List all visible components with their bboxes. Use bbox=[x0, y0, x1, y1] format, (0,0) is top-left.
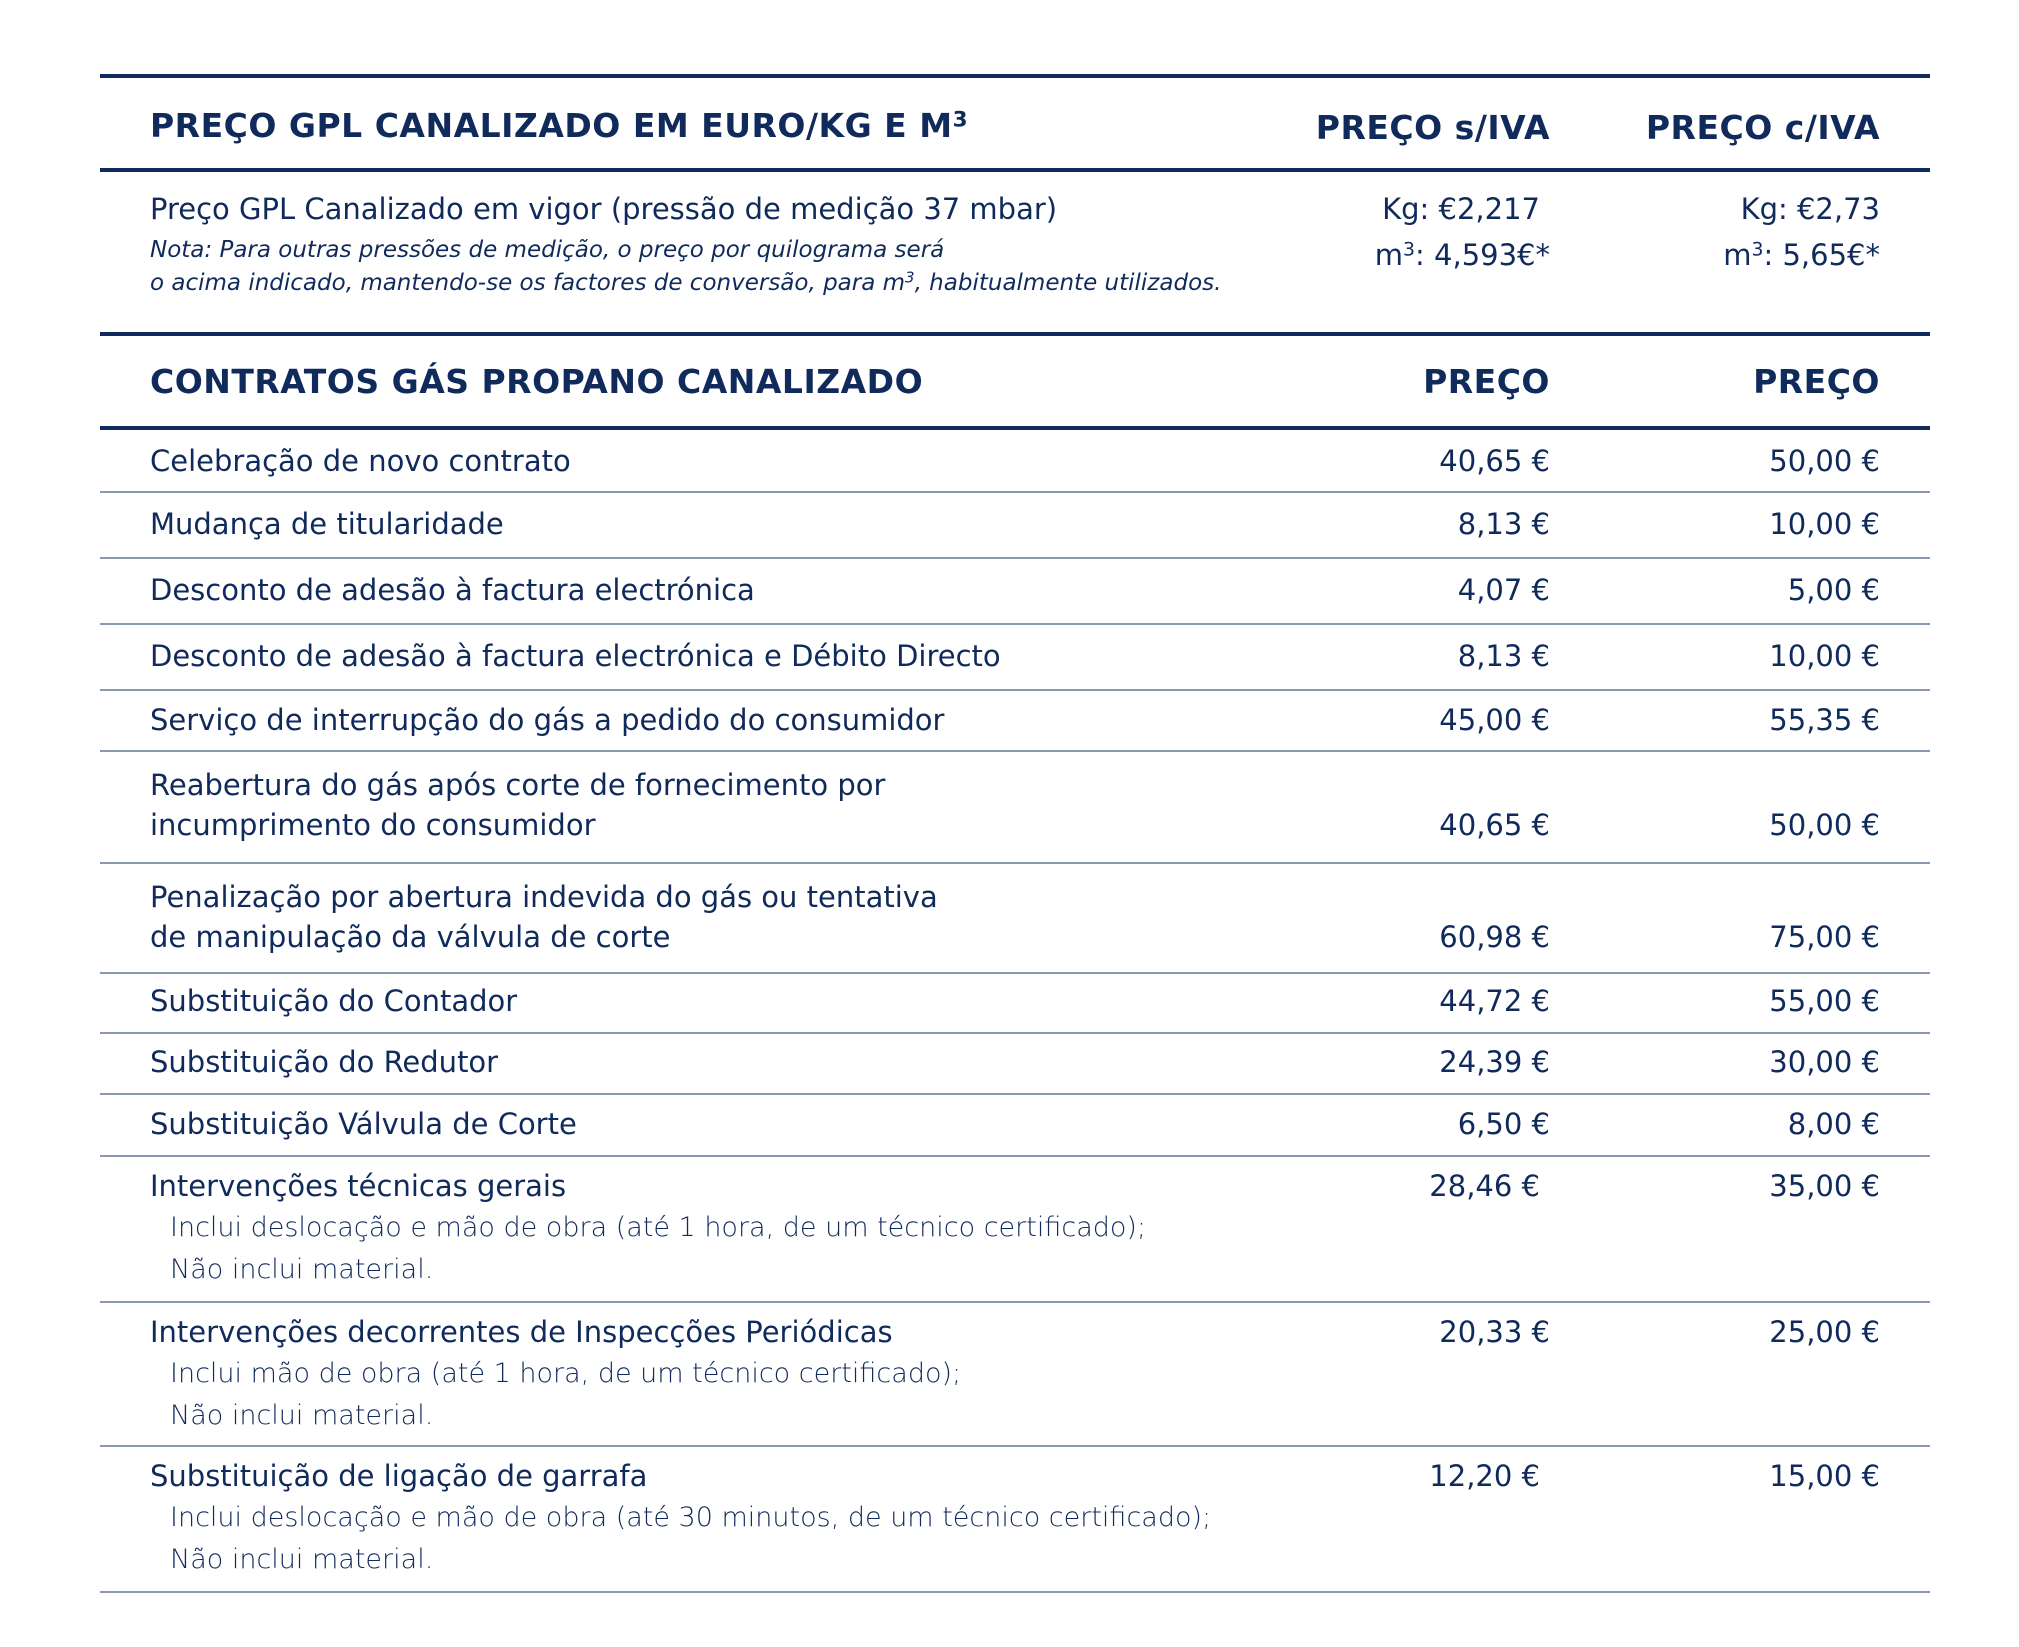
row-price-vat: 5,00 € bbox=[1787, 573, 1880, 607]
row-price-no-vat: 40,65 € bbox=[1439, 444, 1550, 478]
section2-title: CONTRATOS GÁS PROPANO CANALIZADO bbox=[150, 362, 924, 401]
row-label: Celebração de novo contrato bbox=[150, 444, 571, 478]
row-price-no-vat: 12,20 € bbox=[1429, 1459, 1540, 1493]
table-row bbox=[100, 1303, 1930, 1445]
row-price-no-vat: 8,13 € bbox=[1457, 639, 1550, 673]
row-label-line1: Penalização por abertura indevida do gás ou tentativa bbox=[150, 880, 938, 914]
row-label: Desconto de adesão à factura electrónica e Débito Directo bbox=[150, 639, 1001, 673]
row-price-no-vat: 4,07 € bbox=[1457, 573, 1550, 607]
bottom-rule bbox=[100, 1591, 1930, 1593]
row-detail-line1: Inclui deslocação e mão de obra (até 1 hora, de um técnico certificado); bbox=[170, 1212, 1147, 1243]
row-price-vat: 8,00 € bbox=[1787, 1107, 1880, 1141]
row-price-vat: 25,00 € bbox=[1769, 1315, 1880, 1349]
row-label: Serviço de interrupção do gás a pedido do consumidor bbox=[150, 703, 945, 737]
row-price-vat: 10,00 € bbox=[1769, 639, 1880, 673]
gpl-price-m3-vat: $m^3$: 5,65€* bbox=[1723, 238, 1880, 272]
gpl-price-note-line2: o acima indicado, mantendo-se os factores de conversão, para $m^3$, habitualmente utilizados. bbox=[150, 268, 1222, 296]
table-row bbox=[100, 559, 1930, 623]
section1-title: PREÇO GPL CANALIZADO EM EURO/KG E $M^3$ bbox=[150, 106, 968, 145]
row-price-no-vat: 24,39 € bbox=[1439, 1045, 1550, 1079]
section1-col-price-vat: PREÇO c/IVA bbox=[1645, 108, 1880, 147]
section2-header bbox=[100, 336, 1930, 426]
row-price-no-vat: 6,50 € bbox=[1457, 1107, 1550, 1141]
row-label-line2: incumprimento do consumidor bbox=[150, 808, 596, 842]
row-label-line2: de manipulação da válvula de corte bbox=[150, 920, 671, 954]
row-price-vat: 50,00 € bbox=[1769, 808, 1880, 842]
row-price-no-vat: 60,98 € bbox=[1439, 920, 1550, 954]
table-row bbox=[100, 1034, 1930, 1093]
gpl-price-kg-no-vat: Kg: €2,217 bbox=[1382, 192, 1540, 226]
table-row bbox=[100, 1095, 1930, 1155]
table-row bbox=[100, 864, 1930, 972]
row-label: Desconto de adesão à factura electrónica bbox=[150, 573, 755, 607]
row-price-vat: 10,00 € bbox=[1769, 507, 1880, 541]
table-row bbox=[100, 1157, 1930, 1301]
row-label: Mudança de titularidade bbox=[150, 507, 504, 541]
row-price-vat: 50,00 € bbox=[1769, 444, 1880, 478]
row-price-vat: 55,00 € bbox=[1769, 984, 1880, 1018]
row-label: Substituição do Contador bbox=[150, 984, 518, 1018]
row-price-no-vat: 40,65 € bbox=[1439, 808, 1550, 842]
row-label: Intervenções decorrentes de Inspecções Periódicas bbox=[150, 1315, 893, 1349]
gpl-price-note-line1: Nota: Para outras pressões de medição, o preço por quilograma será bbox=[150, 237, 945, 263]
row-label: Substituição de ligação de garrafa bbox=[150, 1459, 648, 1493]
row-detail-line1: Inclui mão de obra (até 1 hora, de um técnico certificado); bbox=[170, 1358, 962, 1389]
table-row bbox=[100, 1447, 1930, 1591]
gpl-price-m3-no-vat: $m^3$: 4,593€* bbox=[1374, 238, 1550, 272]
row-detail-line2: Não inclui material. bbox=[170, 1544, 434, 1575]
section1-header bbox=[100, 78, 1930, 168]
row-price-no-vat: 20,33 € bbox=[1439, 1315, 1550, 1349]
gpl-price-row bbox=[100, 172, 1930, 332]
row-price-vat: 35,00 € bbox=[1769, 1169, 1880, 1203]
table-row bbox=[100, 625, 1930, 689]
table-row bbox=[100, 493, 1930, 557]
row-label-line1: Reabertura do gás após corte de fornecimento por bbox=[150, 768, 886, 802]
row-price-no-vat: 45,00 € bbox=[1439, 703, 1550, 737]
row-detail-line2: Não inclui material. bbox=[170, 1254, 434, 1285]
row-detail-line1: Inclui deslocação e mão de obra (até 30 minutos, de um técnico certificado); bbox=[170, 1502, 1212, 1533]
gpl-price-kg-vat: Kg: €2,73 bbox=[1740, 192, 1880, 226]
row-price-vat: 30,00 € bbox=[1769, 1045, 1880, 1079]
section2-col-price-vat: PREÇO bbox=[1753, 362, 1880, 401]
row-price-vat: 55,35 € bbox=[1769, 703, 1880, 737]
row-price-no-vat: 8,13 € bbox=[1457, 507, 1550, 541]
section1-col-price-no-vat: PREÇO s/IVA bbox=[1315, 108, 1550, 147]
row-price-no-vat: 28,46 € bbox=[1429, 1169, 1540, 1203]
row-label: Substituição Válvula de Corte bbox=[150, 1107, 577, 1141]
table-row bbox=[100, 691, 1930, 750]
table-row bbox=[100, 430, 1930, 491]
row-price-no-vat: 44,72 € bbox=[1439, 984, 1550, 1018]
row-price-vat: 75,00 € bbox=[1769, 920, 1880, 954]
table-row bbox=[100, 974, 1930, 1032]
price-table bbox=[100, 74, 1930, 1593]
row-label: Substituição do Redutor bbox=[150, 1045, 499, 1079]
gpl-price-label: Preço GPL Canalizado em vigor (pressão de medição 37 mbar) bbox=[150, 192, 1058, 226]
row-label: Intervenções técnicas gerais bbox=[150, 1169, 567, 1203]
row-price-vat: 15,00 € bbox=[1769, 1459, 1880, 1493]
section2-col-price-no-vat: PREÇO bbox=[1423, 362, 1550, 401]
row-detail-line2: Não inclui material. bbox=[170, 1400, 434, 1431]
table-row bbox=[100, 752, 1930, 862]
